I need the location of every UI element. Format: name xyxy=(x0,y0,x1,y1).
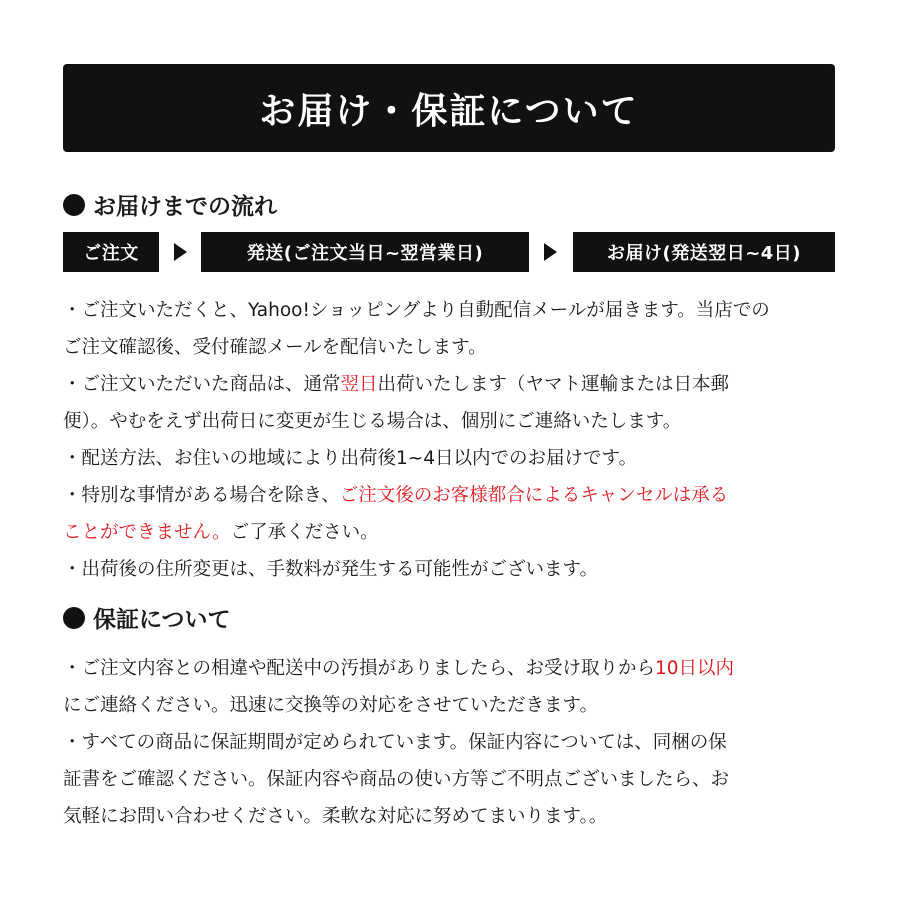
text-line xyxy=(63,292,843,329)
bullet-dot-icon xyxy=(63,607,85,629)
delivery-flow xyxy=(63,232,835,274)
arrow-right-icon xyxy=(174,243,187,261)
text-segment: 気軽にお問い合わせください。柔軟な対応に努めてまいります。。 xyxy=(63,806,608,827)
delivery-heading xyxy=(63,188,277,221)
delivery-heading-text: お届けまでの流れ xyxy=(93,194,277,220)
delivery-text xyxy=(63,292,843,588)
text-segment: ・配送方法、お住いの地域により出荷後1~4日以内でのお届けです。 xyxy=(63,448,638,469)
bullet-dot-icon xyxy=(63,194,85,216)
text-line xyxy=(63,650,843,687)
text-line xyxy=(63,440,843,477)
flow-step-shipping: 発送(ご注文当日~翌営業日) xyxy=(201,232,529,272)
text-segment: ご注文確認後、受付確認メールを配信いたします。 xyxy=(63,337,487,358)
text-segment: 証書をご確認ください。保証内容や商品の使い方等ご不明点ございましたら、お xyxy=(63,769,730,790)
text-segment: ・ご注文いただいた商品は、通常 xyxy=(63,374,341,395)
text-segment: ・すべての商品に保証期間が定められています。保証内容については、同梱の保 xyxy=(63,732,727,753)
flow-step-arrival: お届け(発送翌日~4日) xyxy=(573,232,835,272)
text-line xyxy=(63,477,843,514)
highlight-text: 翌日 xyxy=(340,374,378,395)
warranty-heading-text: 保証について xyxy=(93,607,231,633)
text-segment: 出荷いたします（ヤマト運輸または日本郵 xyxy=(377,374,730,395)
flow-step-order: ご注文 xyxy=(63,232,159,272)
text-line xyxy=(63,798,843,835)
title-banner xyxy=(63,64,835,152)
text-line xyxy=(63,366,843,403)
text-segment: ・特別な事情がある場合を除き、 xyxy=(63,485,340,506)
highlight-text: ご注文後のお客様都合によるキャンセルは承る xyxy=(339,485,729,506)
text-segment: ご了承ください。 xyxy=(230,522,379,543)
page-title: お届け・保証について xyxy=(259,90,639,132)
text-segment: ・ご注文内容との相違や配送中の汚損がありましたら、お受け取りから xyxy=(63,658,656,679)
text-segment: ・出荷後の住所変更は、手数料が発生する可能性がございます。 xyxy=(63,559,599,580)
text-line xyxy=(63,687,843,724)
highlight-text: ことができません。 xyxy=(63,522,231,543)
text-line xyxy=(63,551,843,588)
warranty-text xyxy=(63,650,843,835)
text-line xyxy=(63,329,843,366)
arrow-right-icon xyxy=(544,243,557,261)
warranty-heading xyxy=(63,601,231,634)
text-line xyxy=(63,514,843,551)
text-line xyxy=(63,761,843,798)
text-segment: 便）。やむをえず出荷日に変更が生じる場合は、個別にご連絡いたします。 xyxy=(63,411,682,432)
text-segment: ・ご注文いただくと、Yahoo!ショッピングより自動配信メールが届きます。当店での xyxy=(63,300,770,321)
text-segment: にご連絡ください。迅速に交換等の対応をさせていただきます。 xyxy=(63,695,599,716)
highlight-text: 10日以内 xyxy=(655,658,735,679)
text-line xyxy=(63,403,843,440)
text-line xyxy=(63,724,843,761)
